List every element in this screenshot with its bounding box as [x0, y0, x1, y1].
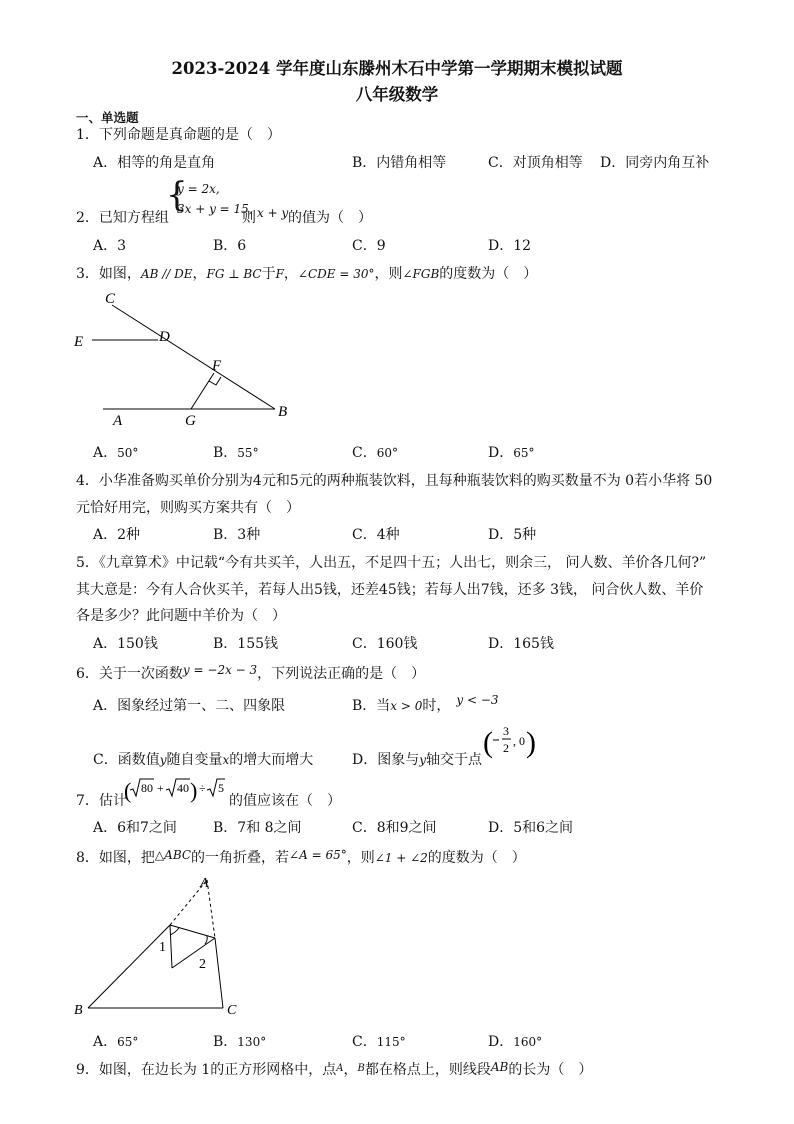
q3-text-1: 3．如图，: [76, 266, 141, 282]
q1-option-d: D．同旁内角互补: [600, 155, 710, 171]
q3-label-d: D: [159, 329, 170, 345]
q9-math-ab: AB: [490, 1060, 509, 1074]
q7-option-d: D．5和6之间: [488, 820, 574, 836]
q4-option-c: C．4种: [352, 527, 400, 543]
q8-option-d-label: D．: [488, 1034, 514, 1050]
q8-label-c: C: [227, 1003, 237, 1018]
q4-option-b: B．3种: [213, 527, 261, 543]
q6-paren-right: ): [526, 726, 536, 759]
q6-text-pre: 6．关于一次函数: [76, 666, 183, 682]
q7-option-a: A．6和7之间: [93, 820, 177, 836]
q3-math-f: F: [275, 267, 284, 281]
q8-label-a: A: [200, 876, 209, 891]
q3-math-parallel: AB // DE: [140, 267, 193, 281]
q8-label-angle-1: 1: [159, 940, 166, 955]
q6-function: y = −2x − 3: [182, 663, 258, 677]
q8-option-a: [93, 1031, 138, 1051]
q9-math-a: A: [336, 1063, 344, 1074]
section-heading: 一、单选题: [76, 110, 139, 125]
q3-text-4: ，: [283, 266, 298, 282]
q6-c-y: y: [159, 753, 167, 767]
q8-option-c-label: C．: [352, 1034, 377, 1050]
q8-option-d-value: 160°: [513, 1035, 543, 1049]
q8-math-sum: ∠1 + ∠2: [374, 851, 428, 865]
q2-expression: x + y: [257, 206, 289, 220]
q3-option-b-value: 55°: [237, 446, 259, 460]
q6-zero: 0: [519, 734, 525, 748]
q5-option-d: D．165钱: [488, 636, 554, 652]
q8-text-3: ，则: [346, 850, 375, 866]
q2-stem-mid: 则: [242, 210, 256, 226]
q7-paren-right: ): [190, 778, 198, 803]
q6-option-a: A．图象经过第一、二、四象限: [93, 698, 286, 714]
q5-stem-line-2: 其大意是：今有人合伙买羊，若每人出5钱，还差45钱；若每人出7钱，还多 3钱， 问合伙人数、羊价: [76, 582, 704, 598]
q8-option-c: [352, 1031, 406, 1051]
q6-d-y: y: [419, 753, 427, 767]
q7-stem-post: 的值应该在（ ）: [229, 793, 341, 809]
q8-angle-2-arc: [205, 936, 207, 944]
q3-label-a: A: [113, 413, 123, 429]
q7-option-b: B．7和 8之间: [213, 820, 302, 836]
q8-side-b-fold: [88, 925, 170, 1008]
q3-text-2: ，: [192, 266, 207, 282]
q3-label-c: C: [105, 291, 116, 307]
q7-divide: ÷: [199, 781, 206, 795]
q6-b-text-1: B．当: [352, 698, 391, 714]
q8-side-fold-c: [215, 938, 223, 1008]
q6-c-x: x: [222, 753, 230, 767]
q6-frac-numerator: 3: [503, 724, 509, 738]
q4-option-d: D．5种: [488, 527, 537, 543]
q1-option-a: A．相等的角是直角: [93, 155, 216, 171]
q6-b-condition: x > 0: [390, 699, 423, 713]
q8-option-d: [488, 1031, 542, 1051]
q6-b-text-2: 时，: [422, 698, 451, 714]
q5-option-a: A．150钱: [93, 636, 158, 652]
q7-option-c: C．8和9之间: [352, 820, 437, 836]
q6-comma: ,: [513, 734, 516, 748]
q8-fold-line: [170, 925, 215, 938]
q2-equation-2: 3x + y = 15,: [177, 202, 253, 216]
q3-label-e: E: [74, 334, 84, 350]
q7-radicand-1: 80: [141, 781, 153, 795]
q6-text-post: ，下列说法正确的是（ ）: [257, 666, 426, 682]
q9-text-1: 9．如图，在边长为 1的正方形网格中，点: [76, 1062, 337, 1078]
q4-stem-line-1: 4．小华准备购买单价分别为4元和5元的两种瓶装饮料，且每种瓶装饮料的购买数量不为 0若小华将 50: [76, 473, 713, 489]
q3-math-perp: FG ⊥ BC: [206, 267, 262, 281]
q9-text-2: ，: [343, 1062, 358, 1078]
q3-label-g: G: [185, 413, 196, 429]
q6-c-text-3: 的增大而增大: [229, 752, 314, 768]
q8-option-b-label: B．: [213, 1034, 238, 1050]
q3-text-3: 于: [261, 266, 276, 282]
q7-radicand-2: 40: [177, 781, 189, 795]
q8-option-c-value: 115°: [376, 1035, 406, 1049]
q1-option-c: C．对顶角相等: [488, 155, 583, 171]
q2-brace: {: [166, 175, 188, 215]
q6-b-result: y < −3: [456, 693, 499, 707]
q8-text-4: 的度数为（ ）: [427, 850, 526, 866]
q1-option-b: B．内错角相等: [352, 155, 447, 171]
q7-radicand-3: 5: [218, 781, 224, 795]
q8-folded-side-2: [172, 938, 215, 968]
q6-d-text-1: D．图象与: [352, 752, 420, 768]
q3-math-fgb: ∠FGB: [402, 267, 440, 281]
q8-folded-side-1: [170, 925, 172, 968]
q2-option-d: D．12: [488, 238, 532, 254]
q4-stem-line-2: 元恰好用完，则购买方案共有（ ）: [76, 500, 300, 516]
q3-option-d-label: D．: [488, 445, 514, 461]
q8-angle-1-arc: [170, 928, 179, 935]
q7-stem-pre: 7．估计: [76, 793, 127, 809]
q2-stem-post: 的值为（ ）: [288, 210, 372, 226]
q8-option-a-value: 65°: [117, 1035, 139, 1049]
exam-title: 2023-2024 学年度山东滕州木石中学第一学期期末模拟试题: [171, 59, 623, 78]
q5-option-c: C．160钱: [352, 636, 418, 652]
q8-option-a-label: A．: [93, 1034, 118, 1050]
q1-stem: 1．下列命题是真命题的是（ ）: [76, 127, 281, 143]
q6-frac-denominator: 2: [503, 741, 509, 755]
q3-text-5: ，则: [374, 266, 403, 282]
q8-option-b: [213, 1031, 266, 1051]
q3-label-b: B: [278, 404, 288, 420]
q9-text-3: 都在格点上，则线段: [364, 1062, 491, 1078]
q3-option-c-label: C．: [352, 445, 377, 461]
q4-option-a: A．2种: [93, 527, 141, 543]
q9-text-4: 的长为（ ）: [508, 1062, 593, 1078]
q8-label-angle-2: 2: [199, 957, 206, 972]
q8-text-2: 的一角折叠，若: [191, 850, 290, 866]
q2-equation-1: y = 2x,: [177, 182, 220, 196]
q8-label-b: B: [74, 1003, 83, 1018]
q3-option-a-value: 50°: [117, 446, 139, 460]
q7-paren-left: (: [124, 778, 132, 803]
q2-option-c: C．9: [352, 238, 386, 254]
q3-option-c-value: 60°: [376, 446, 398, 460]
q3-math-angle: ∠CDE = 30°: [297, 267, 375, 281]
q6-paren-left: (: [483, 726, 493, 759]
q8-math-triangle: △ABC: [154, 848, 192, 862]
q3-text-6: 的度数为（ ）: [439, 266, 538, 282]
q2-option-a: A．3: [93, 238, 127, 254]
q9-math-b: B: [357, 1063, 365, 1074]
q6-c-text-2: 随自变量: [166, 752, 223, 768]
q8-math-angle-a: ∠A = 65°: [289, 848, 347, 862]
exam-subtitle: 八年级数学: [355, 85, 439, 104]
q6-c-text-1: C．函数值: [93, 752, 160, 768]
q2-stem-pre: 2．已知方程组: [76, 210, 169, 226]
q5-stem-line-3: 各是多少？此问题中羊价为（ ）: [76, 608, 286, 624]
q3-option-b-label: B．: [213, 445, 238, 461]
q8-text-1: 8．如图，把: [76, 850, 155, 866]
q3-option-a-label: A．: [93, 445, 118, 461]
q9-stem: [76, 1059, 592, 1079]
q7-plus: +: [157, 781, 164, 795]
q8-option-b-value: 130°: [237, 1035, 267, 1049]
q3-label-f: F: [212, 358, 222, 374]
q5-stem-line-1: 5．《九章算术》中记载“今有共买羊，人出五，不足四十五；人出七，则余三， 问人数、羊价各几何?”: [76, 555, 707, 571]
q5-option-b: B．155钱: [213, 636, 279, 652]
q2-option-b: B．6: [213, 238, 247, 254]
q3-option-d-value: 65°: [513, 446, 535, 460]
q6-d-text-2: 轴交于点: [426, 752, 483, 768]
